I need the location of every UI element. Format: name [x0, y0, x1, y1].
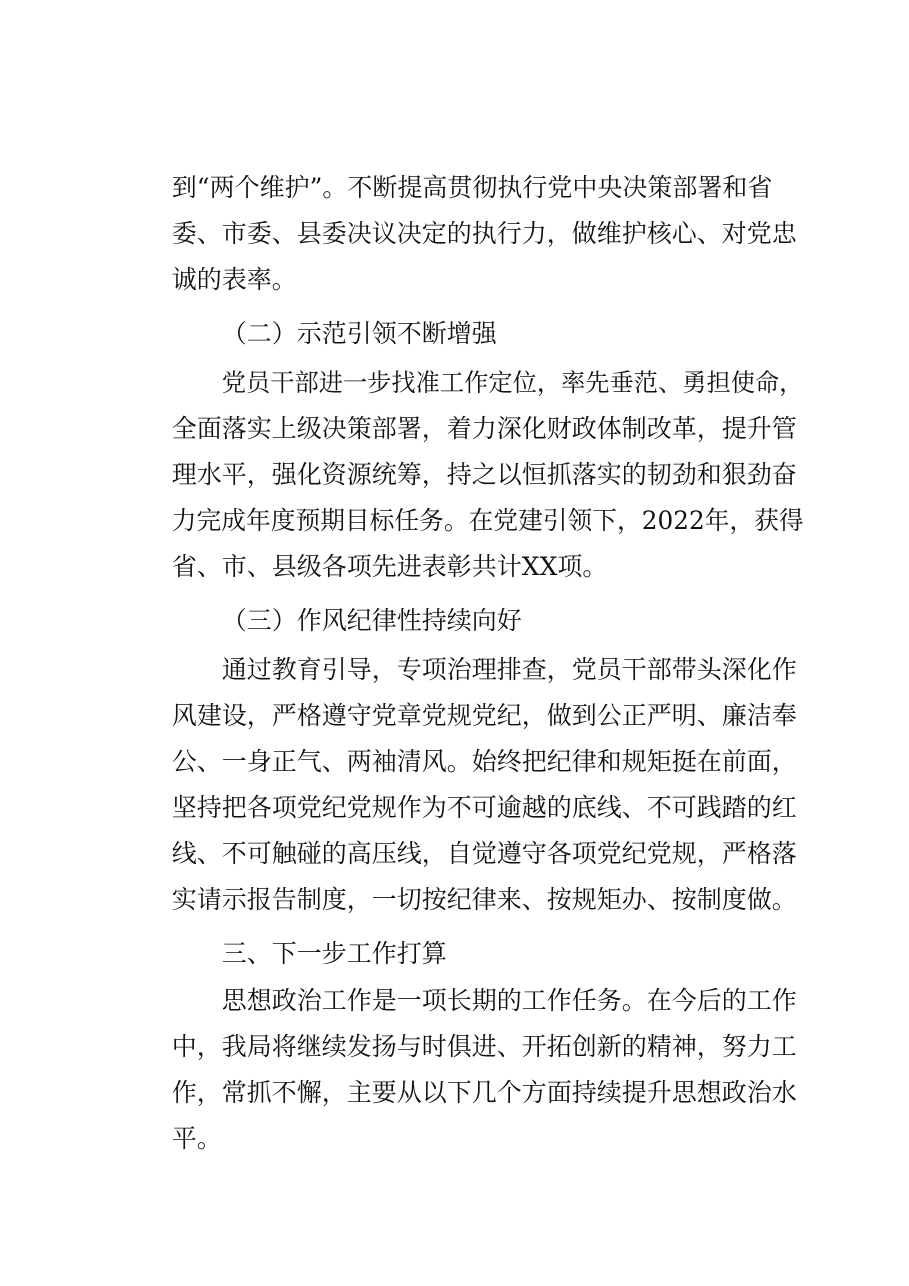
body-text: 坚持把各项党纪党规作为不可逾越的底线、不可践踏的红 — [171, 793, 797, 822]
body-text: 线、不可触碰的高压线，自觉遵守各项党纪党规，严格落 — [171, 839, 797, 868]
body-line — [0, 831, 909, 914]
body-text: 理水平，强化资源统筹，持之以恒抓落实的韧劲和狠劲奋 — [171, 460, 797, 489]
body-line — [0, 119, 909, 202]
body-line — [0, 406, 909, 489]
body-line — [0, 211, 909, 294]
subheading-2: （二）示范引领不断增强 — [221, 319, 497, 348]
body-line — [0, 739, 909, 822]
body-text: 平。 — [171, 1124, 222, 1153]
body-line — [0, 693, 909, 776]
body-text: 诚的表率。 — [171, 265, 297, 294]
body-line — [0, 978, 909, 1061]
subheading-3: （三）作风纪律性持续向好 — [221, 606, 522, 635]
body-text: 省、市、县级各项先进表彰共计XX项。 — [171, 552, 608, 581]
body-text: 委、市委、县委决议决定的执行力，做维护核心、对党忠 — [171, 219, 797, 248]
body-line — [0, 498, 909, 581]
body-line — [0, 314, 909, 397]
body-text: 到“两个维护”。不断提高贯彻执行党中央决策部署和省 — [171, 173, 773, 202]
subheading-line — [0, 265, 909, 348]
body-line — [0, 932, 909, 1015]
body-line — [0, 360, 909, 443]
body-line — [0, 452, 909, 535]
subheading-line — [0, 552, 909, 635]
body-line — [0, 785, 909, 868]
body-line — [0, 165, 909, 248]
body-text: 中，我局将继续发扬与时俱进、开拓创新的精神，努力工 — [171, 1032, 797, 1061]
body-line — [0, 601, 909, 684]
body-text: 实请示报告制度，一切按纪律来、按规矩办、按制度做。 — [171, 885, 797, 914]
body-text: 全面落实上级决策部署，着力深化财政体制改革，提升管 — [171, 414, 797, 443]
body-line — [0, 1024, 909, 1107]
body-text: 通过教育引导，专项治理排查，党员干部带头深化作 — [221, 655, 797, 684]
body-text: 思想政治工作是一项长期的工作任务。在今后的工作 — [221, 986, 797, 1015]
body-text: 公、一身正气、两袖清风。始终把纪律和规矩挺在前面， — [171, 747, 797, 776]
body-text: 作，常抓不懈，主要从以下几个方面持续提升思想政治水 — [171, 1078, 797, 1107]
section-heading-line — [0, 885, 909, 968]
body-text: 党员干部进一步找准工作定位，率先垂范、勇担使命， — [221, 368, 804, 397]
body-line — [0, 647, 909, 730]
section-heading-3: 三、下一步工作打算 — [221, 939, 447, 968]
body-line — [0, 1070, 909, 1153]
body-text: 力完成年度预期目标任务。在党建引领下，2022年，获得 — [171, 506, 804, 535]
body-text: 风建设，严格遵守党章党规党纪，做到公正严明、廉洁奉 — [171, 701, 797, 730]
